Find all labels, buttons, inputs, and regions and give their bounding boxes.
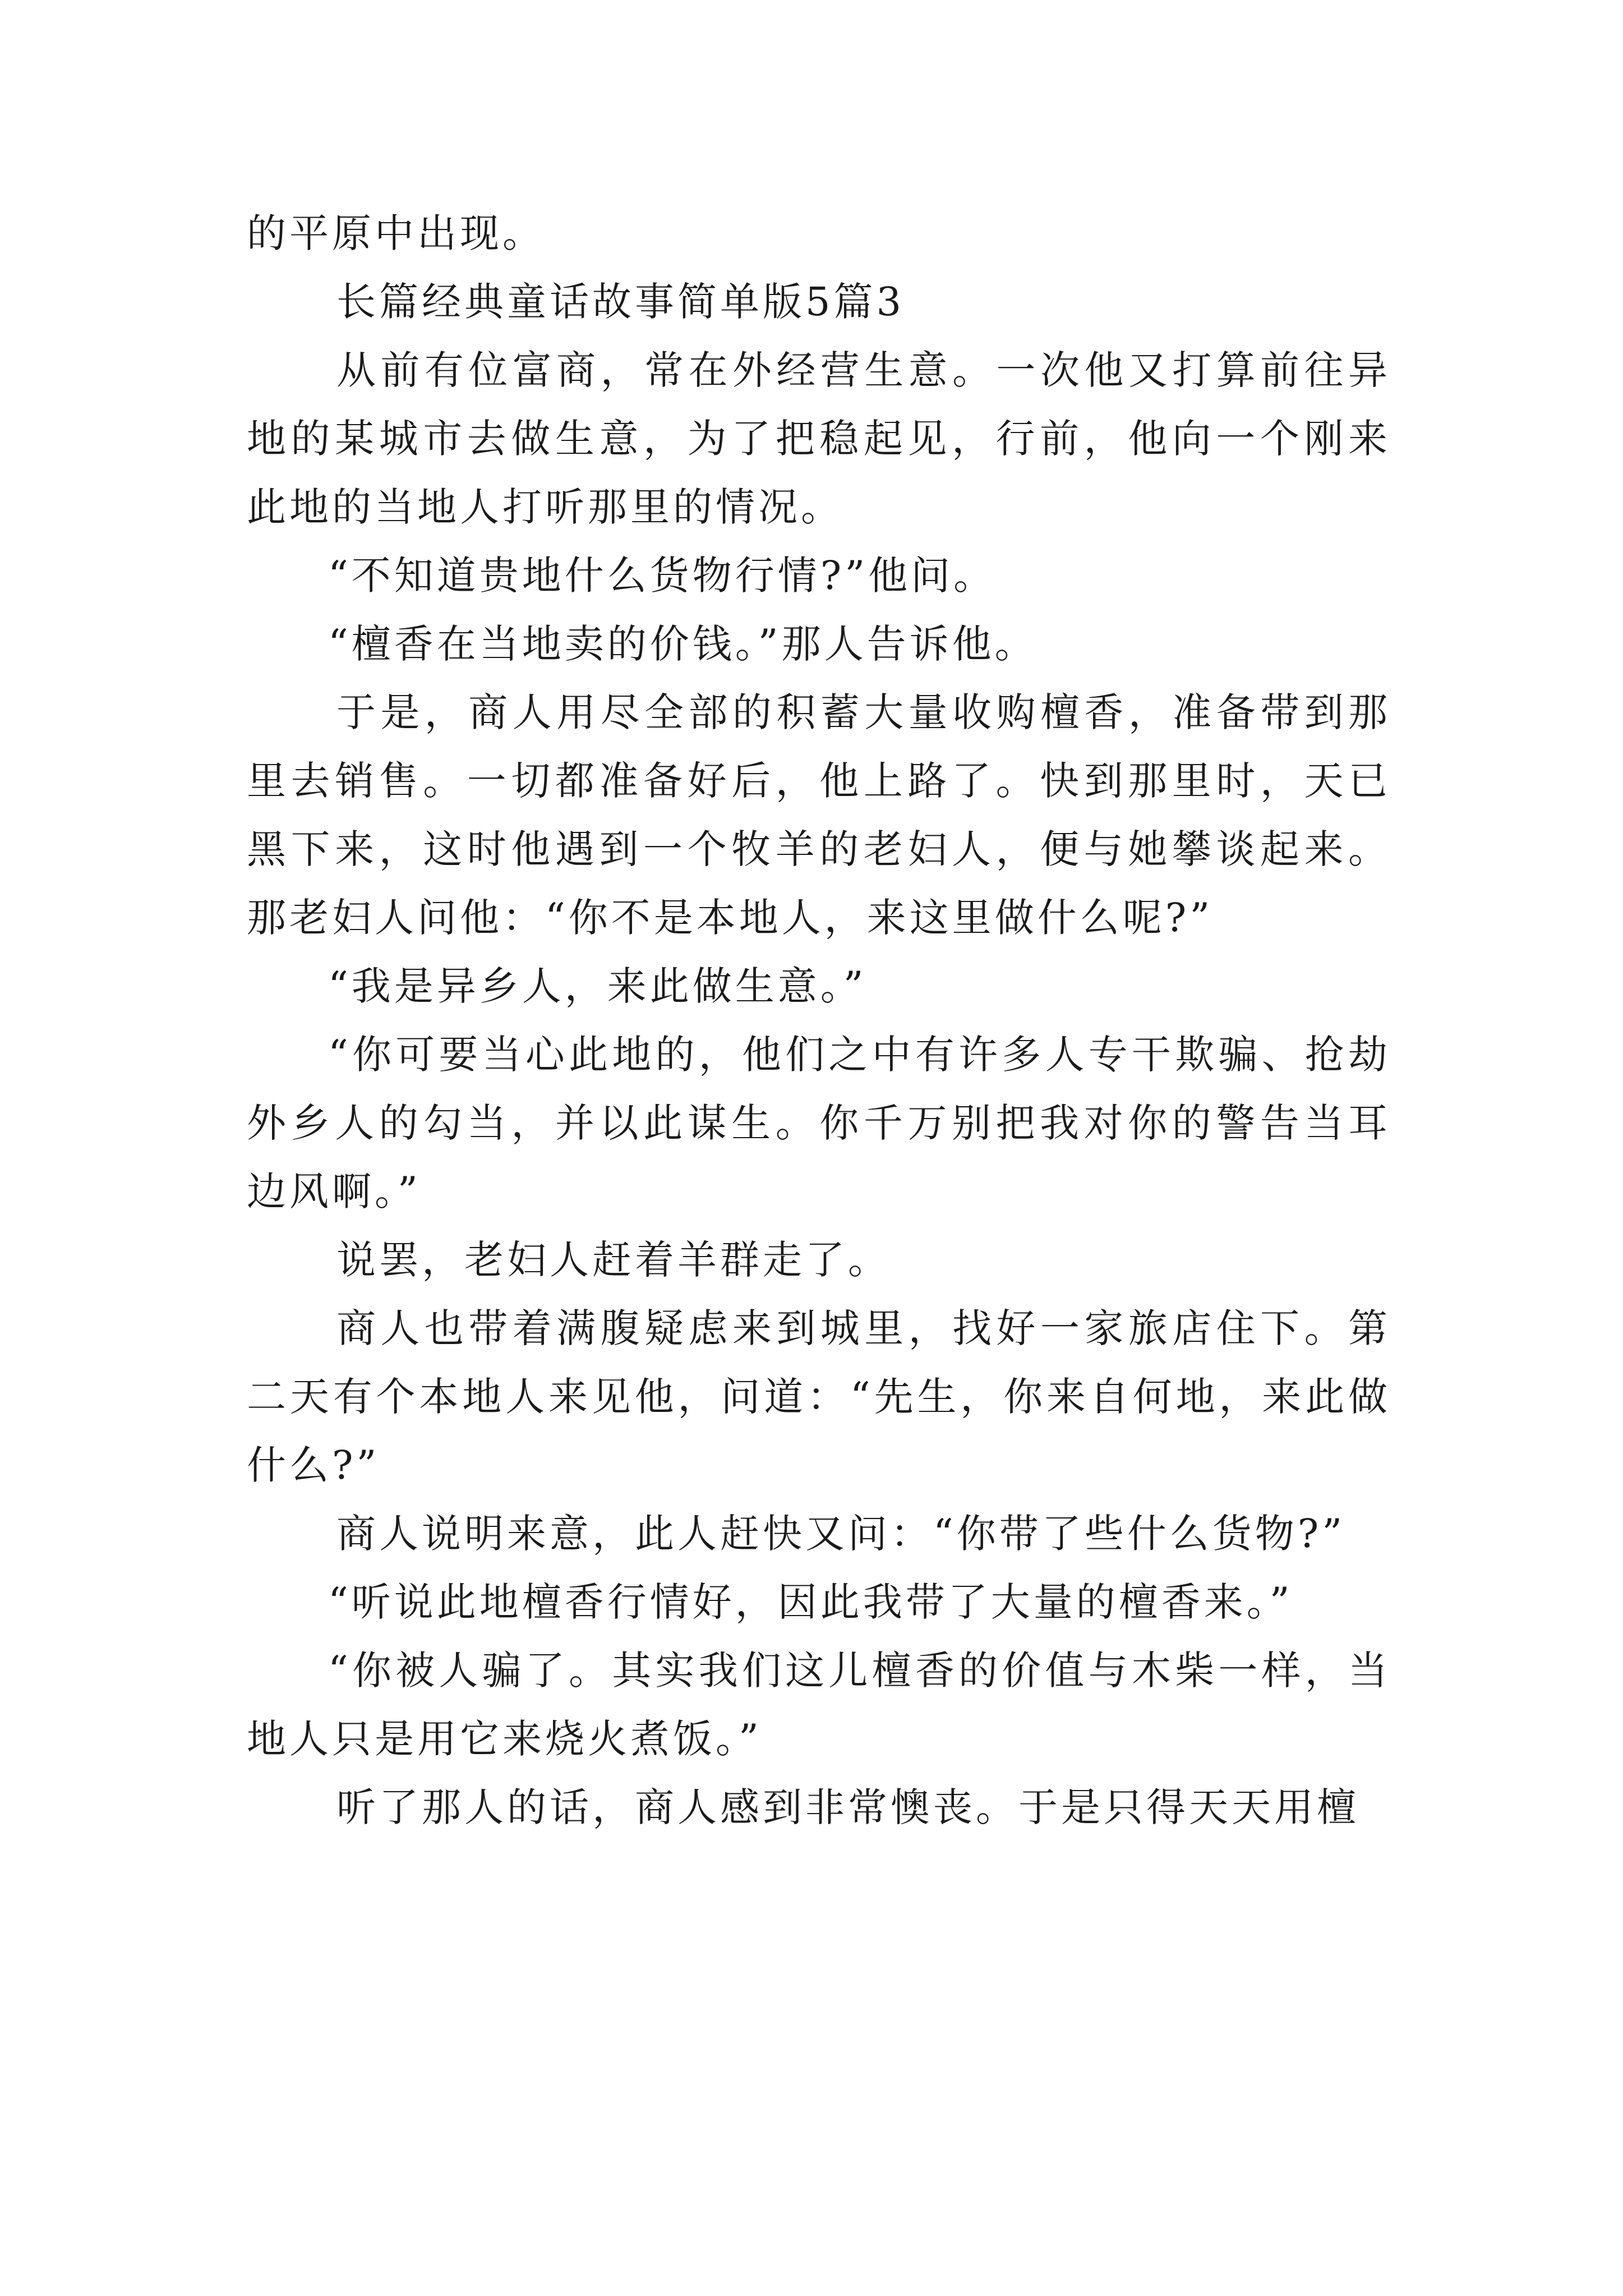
paragraph-dialogue: “你可要当心此地的，他们之中有许多人专干欺骗、抢劫外乡人的勾当，并以此谋生。你千万别把我对你的警告当耳边风啊。” (247, 1032, 1391, 1214)
paragraph: 说罢，老妇人赶着羊群走了。 (336, 1237, 891, 1283)
paragraph: 于是，商人用尽全部的积蓄大量收购檀香，准备带到那里去销售。一切都准备好后，他上路了。快到那里时，天已黑下来，这时他遇到一个牧羊的老妇人，便与她攀谈起来。那老妇人问他：“你不是本地人，来这里做什么呢?” (247, 689, 1391, 941)
section-heading: 长篇经典童话故事简单版5篇3 (336, 279, 905, 325)
paragraph-continuation: 的平原中出现。 (247, 210, 545, 256)
paragraph-dialogue: “我是异乡人，来此做生意。” (328, 963, 867, 1009)
paragraph-dialogue: “檀香在当地卖的价钱。”那人告诉他。 (328, 621, 1038, 667)
paragraph-dialogue: “不知道贵地什么货物行情?”他问。 (328, 553, 997, 599)
document-body (247, 199, 1391, 1842)
paragraph: 听了那人的话，商人感到非常懊丧。于是只得天天用檀 (336, 1784, 1359, 1830)
paragraph: 商人也带着满腹疑虑来到城里，找好一家旅店住下。第二天有个本地人来见他，问道：“先生，你来自何地，来此做什么?” (247, 1305, 1391, 1488)
paragraph-dialogue: “你被人骗了。其实我们这儿檀香的价值与木柴一样，当地人只是用它来烧火煮饭。” (247, 1648, 1391, 1762)
paragraph: 商人说明来意，此人赶快又问：“你带了些什么货物?” (336, 1511, 1346, 1557)
paragraph: 从前有位富商，常在外经营生意。一次他又打算前往异地的某城市去做生意，为了把稳起见，行前，他向一个刚来此地的当地人打听那里的情况。 (247, 347, 1391, 530)
paragraph-dialogue: “听说此地檀香行情好，因此我带了大量的檀香来。” (328, 1579, 1293, 1625)
